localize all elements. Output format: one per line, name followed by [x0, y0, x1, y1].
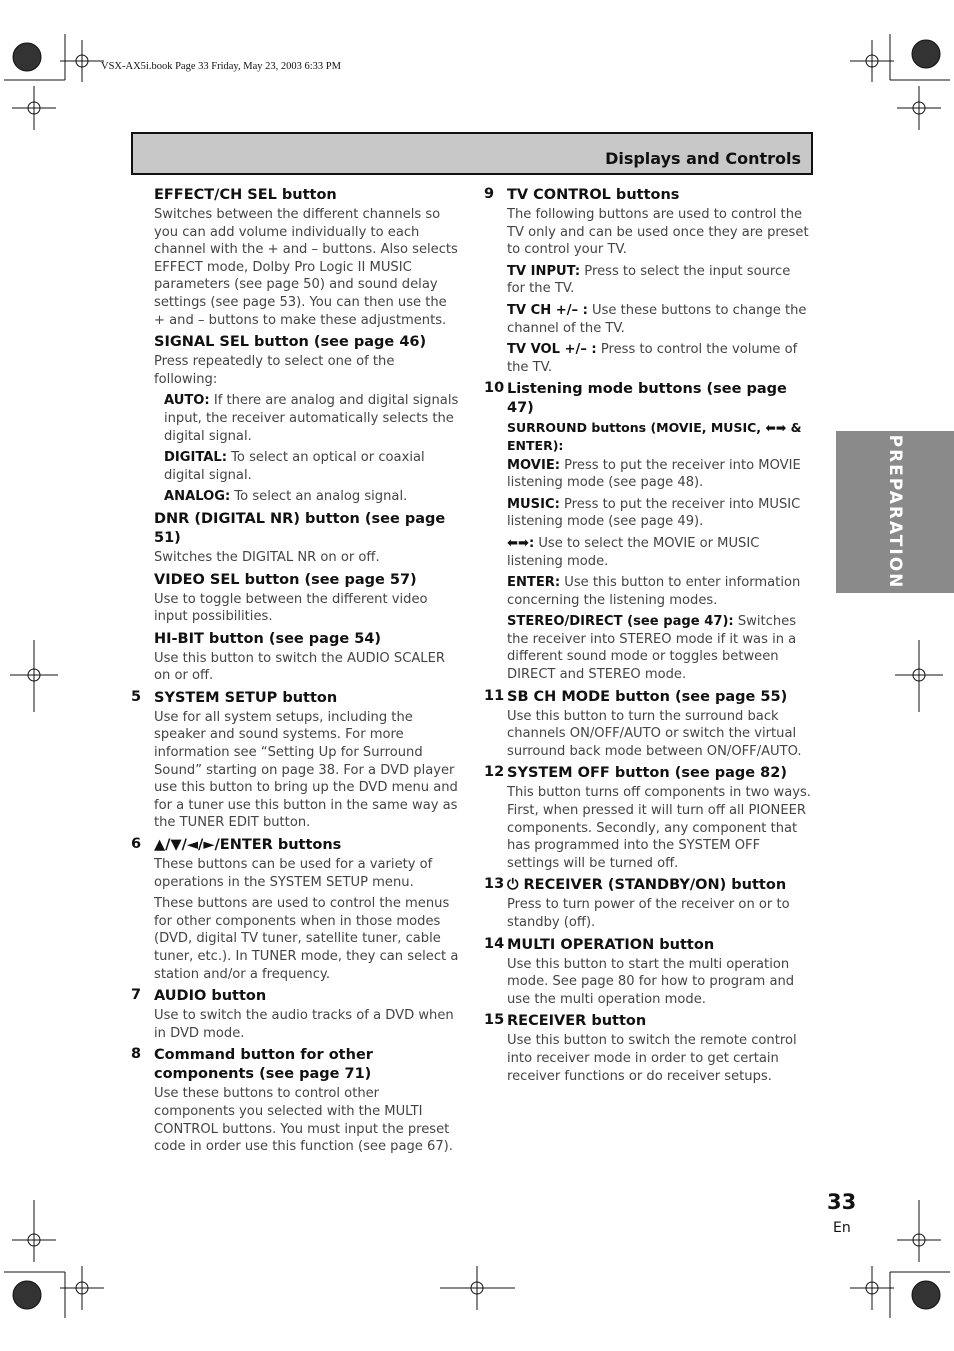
chapter-tab	[836, 431, 954, 593]
sub-music: MUSIC: Press to put the receiver into MUSIC listening mode (see page 49).	[507, 496, 801, 530]
sub-tv-vol: TV VOL +/– : Press to control the volume of the TV.	[507, 342, 798, 375]
item-number: 15	[484, 1012, 505, 1029]
item-title: DNR (DIGITAL NR) button (see page 51)	[154, 510, 446, 546]
page-language: En	[833, 1220, 851, 1236]
item-7	[131, 987, 461, 1042]
chapter-tab-label: PREPARATION	[885, 434, 905, 590]
item-desc: These buttons can be used for a variety of operations in the SYSTEM SETUP menu.	[154, 857, 433, 890]
item-9	[484, 186, 812, 376]
item-title: EFFECT/CH SEL button	[154, 187, 337, 203]
item-6	[131, 836, 461, 983]
file-info: VSX-AX5i.book Page 33 Friday, May 23, 2003 6:33 PM	[101, 61, 341, 72]
sub-enter: ENTER: Use this button to enter information concerning the listening modes.	[507, 575, 801, 608]
sub-analog: ANALOG: To select an analog signal.	[164, 489, 408, 505]
item-10	[484, 380, 812, 683]
item-desc: Use this button to switch the AUDIO SCALER on or off.	[154, 650, 445, 684]
item-desc: Press to turn power of the receiver on or to standby (off).	[507, 897, 790, 930]
item-subhead: SURROUND buttons (MOVIE, MUSIC, ⬅➡ & ENTER):	[507, 420, 802, 453]
item-title: VIDEO SEL button (see page 57)	[154, 571, 417, 588]
item-number: 14	[484, 935, 505, 952]
hibit-item	[131, 630, 461, 685]
item-11	[484, 688, 812, 761]
item-desc-2: These buttons are used to control the menus for other components when in those modes (DVD, digital TV tuner, satellite tuner, cable tuner, etc.). In TUNER mode, they can select a station and/or a frequency.	[154, 896, 459, 982]
item-title: MULTI OPERATION button	[507, 936, 715, 953]
item-desc: Use to switch the audio tracks of a DVD when in DVD mode.	[154, 1008, 454, 1041]
item-title: ⏻ RECEIVER (STANDBY/ON) button	[507, 877, 787, 894]
item-number: 7	[131, 987, 142, 1004]
item-desc: This button turns off components in two ways. First, when pressed it will turn off all PIONEER components. Secondly, any component that has programmed into the SYSTEM OFF settings will be turned off.	[507, 785, 811, 871]
item-12	[484, 764, 812, 872]
sub-tv-input: TV INPUT: Press to select the input source for the TV.	[507, 263, 791, 297]
item-title: ▲/▼/◄/►/ENTER buttons	[154, 837, 342, 854]
item-number: 8	[131, 1046, 142, 1063]
item-number: 11	[484, 687, 505, 704]
item-title: SIGNAL SEL button (see page 46)	[154, 334, 427, 351]
section-header	[131, 132, 813, 175]
item-desc: Use this button to turn the surround back channels ON/OFF/AUTO or switch the virtual surround back mode between ON/OFF/AUTO.	[507, 708, 802, 759]
item-desc: Use to toggle between the different video input possibilities.	[154, 591, 428, 625]
left-column	[131, 186, 461, 1160]
item-8	[131, 1046, 461, 1155]
item-14	[484, 936, 812, 1009]
item-desc: Use these buttons to control other components you selected with the MULTI CONTROL buttons. You must input the preset code in order use this function (see page 67).	[154, 1086, 453, 1155]
item-title: RECEIVER button	[507, 1013, 647, 1030]
item-number: 10	[484, 380, 505, 397]
right-column	[484, 186, 812, 1089]
sub-movie: MOVIE: Press to put the receiver into MOVIE listening mode (see page 48).	[507, 457, 801, 491]
page-number: 33	[827, 1190, 857, 1214]
video-item	[131, 571, 461, 626]
item-desc: Use this button to start the multi operation mode. See page 80 for how to program and use the multi operation mode.	[507, 956, 795, 1007]
effect-item	[131, 186, 461, 329]
sub-digital: DIGITAL: To select an optical or coaxial digital signal.	[164, 450, 425, 483]
sub-tv-ch: TV CH +/– : Use these buttons to change the channel of the TV.	[507, 302, 807, 336]
item-number: 12	[484, 764, 505, 781]
item-desc: Use this button to switch the remote control into receiver mode in order to get certain receiver functions or do receiver setups.	[507, 1033, 797, 1084]
item-number: 5	[131, 688, 142, 705]
item-number: 13	[484, 876, 505, 893]
item-15	[484, 1012, 812, 1085]
item-number: 6	[131, 836, 142, 853]
item-title: AUDIO button	[154, 988, 267, 1005]
dnr-item	[131, 510, 461, 567]
item-desc: The following buttons are used to control the TV only and can be used once they are preset to control your TV.	[507, 207, 809, 258]
item-title: TV CONTROL buttons	[507, 187, 680, 203]
item-title: SB CH MODE button (see page 55)	[507, 688, 788, 705]
section-title: Displays and Controls	[605, 149, 801, 168]
item-title: SYSTEM OFF button (see page 82)	[507, 765, 787, 782]
item-desc: Switches between the different channels so you can add volume individually to each channel with the + and – buttons. Also selects EFFECT mode, Dolby Pro Logic II MUSIC parameters (see page 50) and sound delay settings (see page 53). You can then use the + and – buttons to make these adjustments.	[154, 207, 458, 328]
item-title: HI-BIT button (see page 54)	[154, 630, 382, 647]
item-number: 9	[484, 186, 495, 202]
item-title: Listening mode buttons (see page 47)	[507, 381, 787, 417]
item-title: Command button for other components (see page 71)	[154, 1047, 373, 1083]
sub-auto: AUTO: If there are analog and digital signals input, the receiver automatically selects the digital signal.	[164, 393, 459, 444]
item-13	[484, 876, 812, 931]
item-desc: Press repeatedly to select one of the following:	[154, 354, 395, 387]
signal-item	[131, 333, 461, 506]
sub-arrows: ⬅➡: Use to select the MOVIE or MUSIC listening mode.	[507, 535, 760, 569]
item-desc: Use for all system setups, including the speaker and sound systems. For more information see “Setting Up for Surround Sound” starting on page 38. For a DVD player use this button to bring up the DVD menu and for a tuner use this button in the same way as the TUNER EDIT button.	[154, 709, 458, 831]
item-title: SYSTEM SETUP button	[154, 689, 338, 706]
item-5	[131, 689, 461, 832]
item-desc: Switches the DIGITAL NR on or off.	[154, 549, 380, 565]
sub-stereo: STEREO/DIRECT (see page 47): Switches the receiver into STEREO mode if it was in a different sound mode or toggles between DIRECT and STEREO mode.	[507, 614, 797, 683]
